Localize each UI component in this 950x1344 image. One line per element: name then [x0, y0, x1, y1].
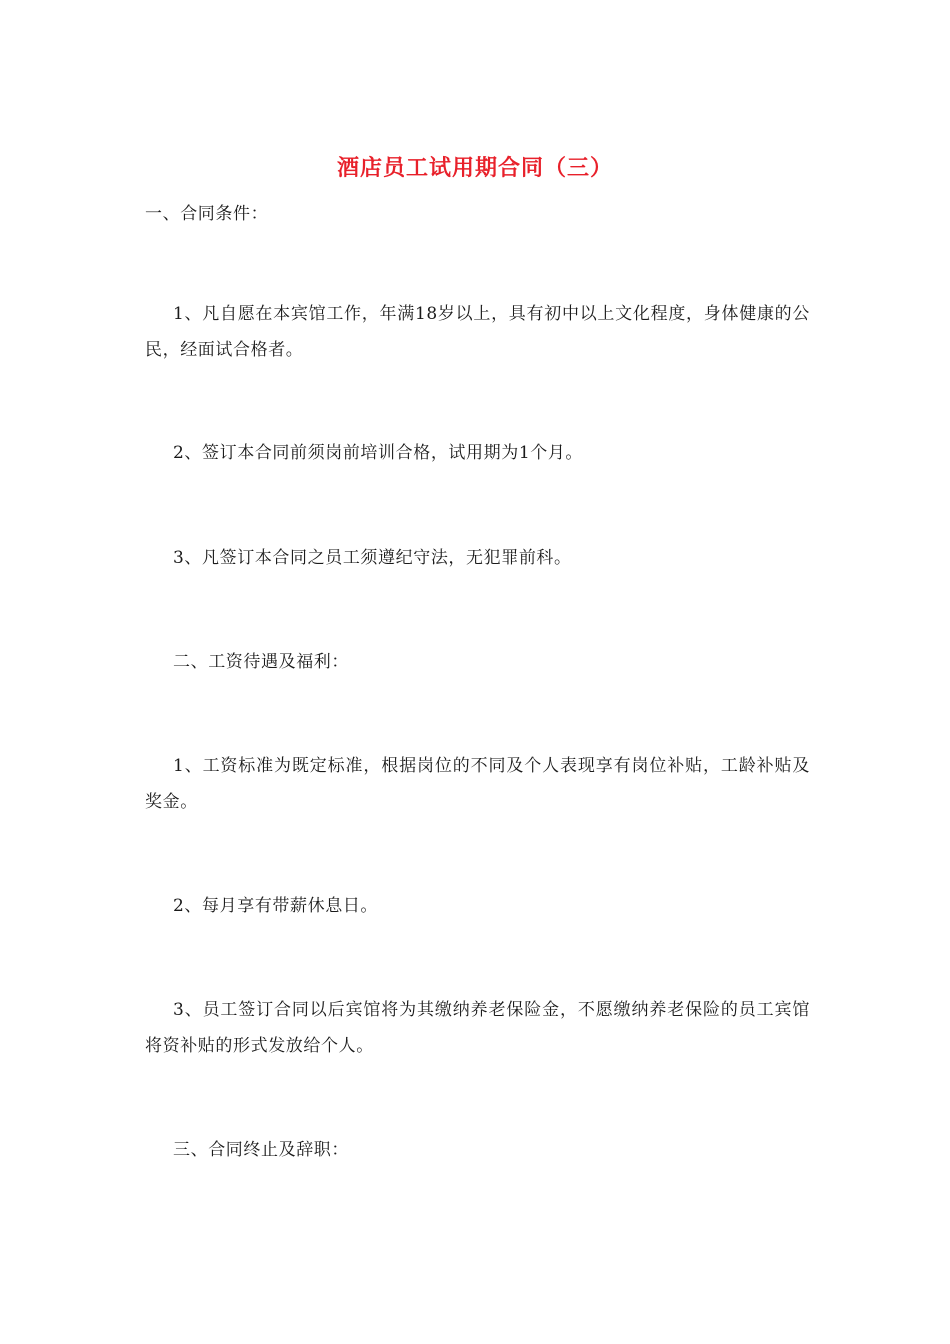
clause-1-1: 1、凡自愿在本宾馆工作，年满18岁以上，具有初中以上文化程度，身体健康的公民，经面试合格者。: [145, 304, 810, 360]
clause-1-3: 3、凡签订本合同之员工须遵纪守法，无犯罪前科。: [173, 548, 572, 568]
clause-2-3: 3、员工签订合同以后宾馆将为其缴纳养老保险金，不愿缴纳养老保险的员工宾馆将资补贴的形式发放给个人。: [145, 1000, 810, 1056]
section-heading-2: 二、工资待遇及福利：: [173, 652, 349, 672]
document-title: 酒店员工试用期合同（三）: [336, 155, 613, 181]
clause-2-2: 2、每月享有带薪休息日。: [173, 896, 379, 916]
clause-2-1: 1、工资标准为既定标准，根据岗位的不同及个人表现享有岗位补贴，工龄补贴及奖金。: [145, 756, 810, 812]
section-heading-1: 一、合同条件：: [145, 204, 269, 224]
section-heading-3: 三、合同终止及辞职：: [173, 1140, 349, 1160]
clause-1-2: 2、签订本合同前须岗前培训合格，试用期为1个月。: [173, 443, 584, 463]
